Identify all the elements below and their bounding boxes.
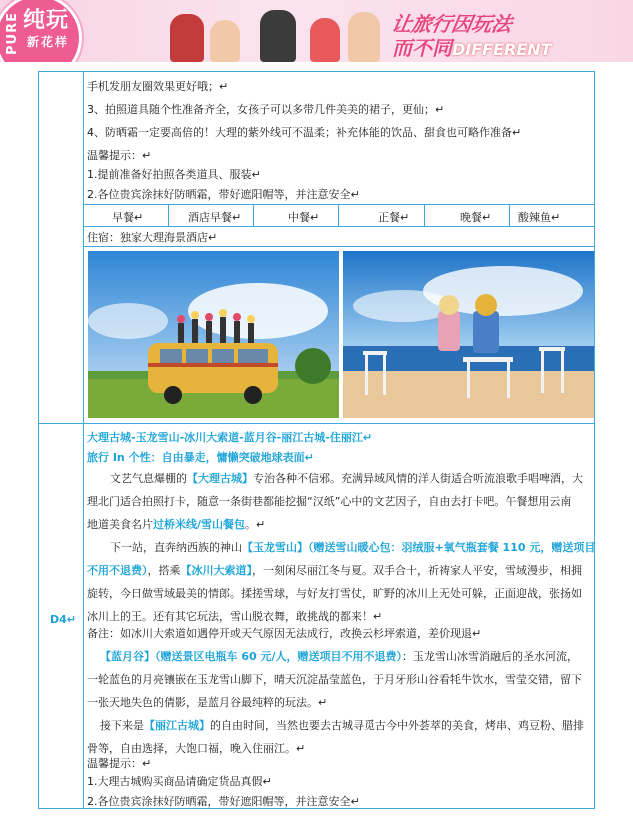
p2-line-3: 旋转，今日做雪域最美的情郎。揉搓雪球，与好友打雪仗，旷野的冰川上无处可躲，正面迎战，张扬如	[87, 587, 582, 600]
tip-1: 1.大理古城购买商品请确定货品真假↵	[87, 775, 272, 788]
meal-col-3	[338, 204, 339, 226]
logo-subtitle: 新花样	[27, 35, 70, 49]
tip-2: 2.各位贵宾涂抹好防晒霜，带好遮阳帽等，并注意安全↵	[87, 795, 360, 808]
day-route: 大理古城-玉龙雪山-冰川大索道-蓝月谷-丽江古城-住丽江↵	[87, 431, 373, 444]
slogan-line-2	[392, 32, 552, 61]
slogan-line-2-cn: 而不同	[392, 36, 452, 60]
table-border-left	[38, 71, 39, 809]
glacier-cableway-highlight: 【冰川大索道】	[180, 564, 252, 577]
brand-logo	[0, 0, 82, 62]
meal-col-4	[424, 204, 425, 226]
logo-title: 纯玩	[23, 8, 70, 33]
dali-old-town-link: 【大理古城】	[187, 472, 253, 485]
header-banner	[0, 0, 633, 62]
upper-line-2: 3、拍照道具随个性准备齐全，女孩子可以多带几件美美的裙子，更仙；↵	[87, 103, 445, 116]
p2-line-4: 冰川上的王。还有其它玩法，雪山脱衣舞，敢挑战的都来！↵	[87, 610, 383, 623]
upper-tip-2: 2.各位贵宾涂抹好防晒霜，带好遮阳帽等，并注意安全↵	[87, 188, 360, 201]
banner-slogan	[389, 2, 622, 60]
p3-post: ：玉龙雪山冰雪消融后的圣水河流，	[401, 650, 578, 663]
meal-dinner-value: 酸辣鱼↵	[518, 211, 561, 224]
p3-line-1	[100, 650, 578, 664]
p3-line-2: 一轮蓝色的月亮镶嵌在玉龙雪山脚下，晴天沉淀晶莹蓝色，于月牙形山谷看牦牛饮水，雪莹交错，留下	[87, 673, 582, 686]
p1-line-1	[110, 472, 583, 486]
table-border-right	[594, 71, 595, 809]
meal-col-1	[168, 204, 169, 226]
day-label: D4↵	[50, 613, 77, 626]
hotel-row-bottom	[83, 246, 594, 247]
meal-breakfast-label: 早餐↵	[112, 211, 144, 224]
tip-title: 温馨提示：↵	[87, 757, 152, 770]
p1-pre: 文艺气息爆棚的	[110, 472, 187, 485]
highlight-text: 自由暴走，慵懒突破地球表面↵	[161, 451, 314, 464]
upper-tip-1: 1.提前准备好拍照各类道具、服装↵	[87, 168, 261, 181]
p2-2-post: ，一刻闲尽丽江冬与夏。双手合十，祈祷家人平安，雪域漫步，相拥	[252, 564, 582, 577]
p2-2-mid: ，搭乘	[147, 564, 181, 577]
p1-line-2: 理北门适合拍照打卡，随意一条街巷都能挖掘“汉纸”心中的文艺因子，自由去打卡吧。午餐想用云南	[87, 495, 572, 508]
upper-line-1: 手机发朋友圈效果更好哦；↵	[87, 80, 229, 93]
meal-lunch-value: 正餐↵	[378, 211, 410, 224]
p1-line-3	[87, 518, 265, 532]
p1-3-pre: 地道美食名片	[87, 518, 153, 531]
p4-line-1	[100, 719, 584, 733]
photo-yellow-bus	[88, 251, 339, 418]
local-food-highlight: 过桥米线/雪山餐包	[153, 518, 246, 531]
lijiang-old-town-highlight: 【丽江古城】	[144, 719, 210, 732]
meal-col-2	[253, 204, 254, 226]
table-divider-col	[83, 71, 84, 809]
p3-line-3: 一张天地失色的倩影，是蓝月谷最纯粹的玩法。↵	[87, 696, 328, 709]
upper-tip-title: 温馨提示：↵	[87, 149, 152, 162]
blue-moon-valley-highlight: 【蓝月谷】（赠送景区电瓶车 60 元/人，赠送项目不用不退费）	[100, 650, 402, 663]
meal-breakfast-value: 酒店早餐↵	[188, 211, 242, 224]
p2-line-2	[87, 564, 582, 578]
p2-2-hl: 不用不退费）	[87, 564, 148, 577]
hotel-info: 住宿：独家大理海景酒店↵	[87, 231, 218, 244]
logo-english: PURE	[5, 12, 20, 55]
yulong-snow-mountain-highlight: 【玉龙雪山】（赠送雪山暖心包：羽绒服+氧气瓶套餐 110 元，赠送项目	[242, 541, 596, 554]
slogan-english: DIFFERENT	[452, 40, 552, 59]
upper-line-3: 4、防晒霜一定要高倍的！大理的紫外线可不温柔；补充体能的饮品、甜食也可略作准备↵	[87, 126, 522, 139]
note-line: 备注：如冰川大索道如遇停开或天气原因无法成行，改换云杉坪索道，差价现退↵	[87, 627, 482, 640]
highlight-line	[87, 451, 314, 465]
p4-post: 的自由时间，当然也要去古城寻觅古今中外荟萃的美食，烤串、鸡豆粉、腊排	[210, 719, 584, 732]
p4-line-2: 骨等，自由选择，大饱口福，晚入住丽江。↵	[87, 742, 306, 755]
meal-col-5	[509, 204, 510, 226]
p1-post: 专治各种不信邪。充满异域风情的洋人街适合听流浪歌手唱啤酒，大	[253, 472, 583, 485]
p2-pre: 下一站，直奔纳西族的神山	[110, 541, 242, 554]
hands-illustration	[150, 8, 410, 62]
table-border-top	[38, 71, 595, 72]
p2-line-1	[110, 541, 595, 555]
day-row-divider	[38, 423, 595, 424]
highlight-label: 旅行 In 个性：	[87, 451, 162, 464]
slogan-line-1: 让旅行因玩法	[389, 12, 514, 36]
meal-lunch-label: 中餐↵	[288, 211, 320, 224]
p1-3-post: 。↵	[245, 518, 266, 531]
meal-row-bottom	[83, 226, 594, 227]
photo-seaside-chairs	[343, 251, 594, 418]
p4-pre: 接下来是	[100, 719, 144, 732]
meal-dinner-label: 晚餐↵	[460, 211, 492, 224]
